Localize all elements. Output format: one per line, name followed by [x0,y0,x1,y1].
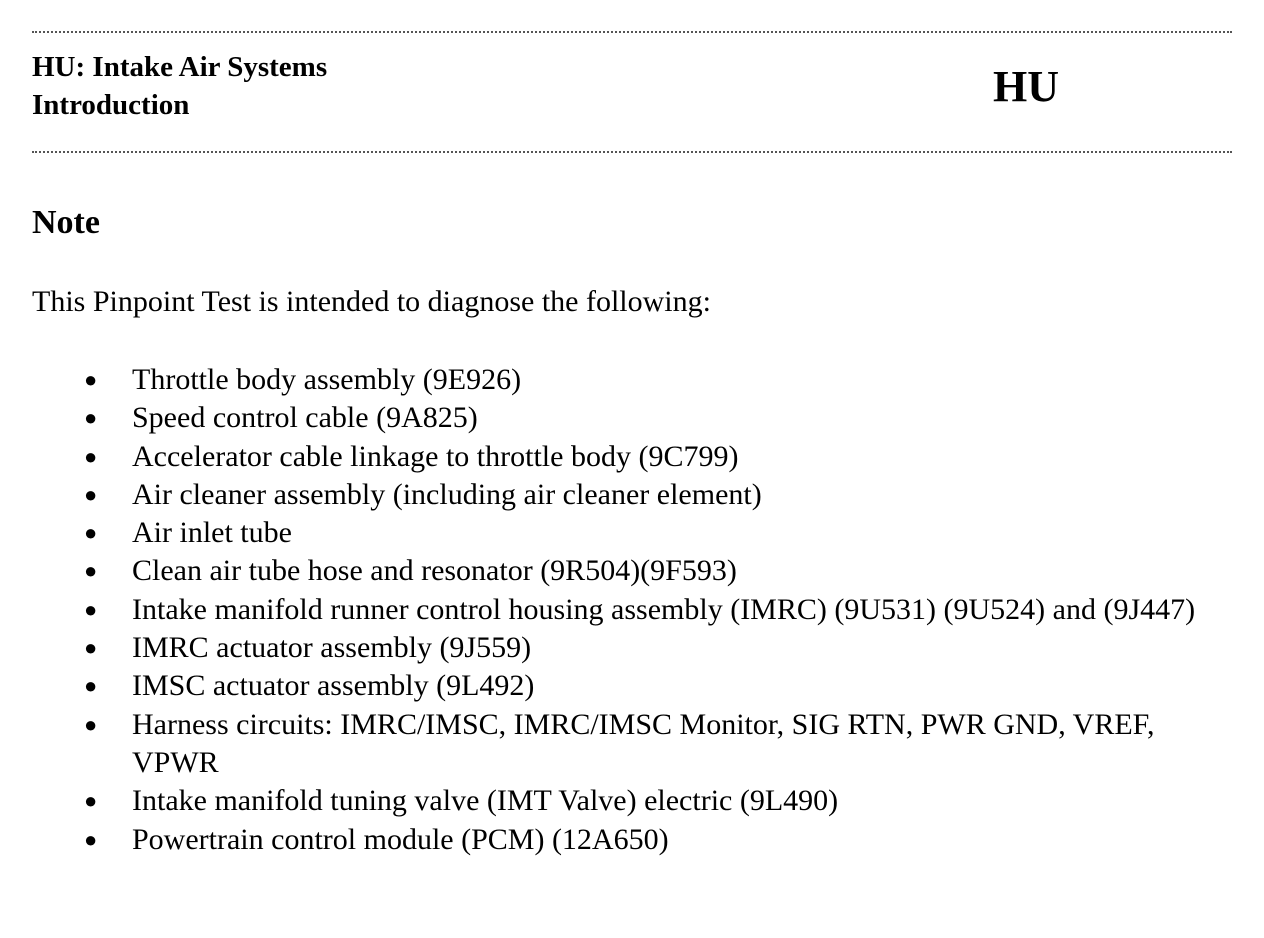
bullet-icon: ● [84,596,98,622]
top-divider [32,31,1232,33]
bullet-icon: ● [84,826,98,852]
list-item-text: Clean air tube hose and resonator (9R504)(9F593) [132,554,737,588]
bullet-icon: ● [84,635,98,661]
section-code: HU [993,62,1059,111]
bullet-icon: ● [84,481,98,507]
list-item-text: Air inlet tube [132,516,292,550]
list-item [0,476,1222,514]
bullet-icon: ● [84,558,98,584]
list-item [0,552,1222,590]
list-item-text: Intake manifold runner control housing assembly (IMRC) (9U531) (9U524) and (9J447) [132,592,1196,626]
page-title [32,48,327,124]
bullet-icon: ● [84,673,98,699]
list-item-text: Throttle body assembly (9E926) [132,363,522,396]
list-item [0,514,1222,552]
intro-text: This Pinpoint Test is intended to diagnose the following: [32,285,711,318]
bullet-icon: ● [84,443,98,469]
list-item-text: Intake manifold tuning valve (IMT Valve) electric (9L490) [132,784,839,818]
list-item-text: IMSC actuator assembly (9L492) [132,669,535,703]
bullet-icon: ● [84,520,98,546]
list-item-text: Speed control cable (9A825) [132,401,478,435]
bottom-divider [32,151,1232,153]
bullet-icon: ● [84,367,98,392]
list-item [0,706,1222,783]
list-item [0,821,1222,859]
bullet-icon: ● [84,711,98,737]
title-line-2: Introduction [32,89,190,121]
list-item [0,782,1222,820]
list-item [0,361,1222,399]
note-heading: Note [32,204,100,241]
list-item-text: Accelerator cable linkage to throttle body (9C799) [132,439,739,473]
list-item [0,591,1222,629]
bullet-icon: ● [84,788,98,814]
diagnosis-list [0,361,1240,859]
list-item [0,667,1222,705]
list-item [0,629,1222,667]
list-item-text: Air cleaner assembly (including air cleaner element) [132,477,762,511]
title-line-1: HU: Intake Air Systems [32,51,328,83]
list-item [0,399,1222,437]
list-item-text: Harness circuits: IMRC/IMSC, IMRC/IMSC Monitor, SIG RTN, PWR GND, VREF, VPWR [132,707,1155,779]
bullet-icon: ● [84,405,98,431]
list-item [0,438,1222,476]
list-item-text: Powertrain control module (PCM) (12A650) [132,822,669,856]
list-item-text: IMRC actuator assembly (9J559) [132,631,532,665]
